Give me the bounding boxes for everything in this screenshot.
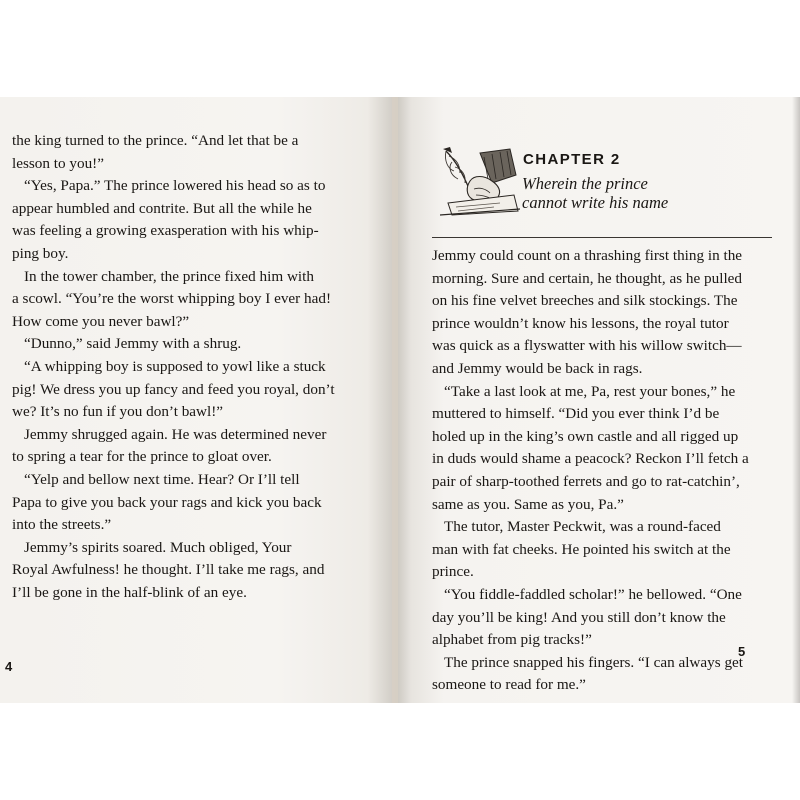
chapter-label: CHAPTER 2 bbox=[523, 151, 621, 168]
right-page-body bbox=[432, 245, 772, 697]
text-line: “Yelp and bellow next time. Hear? Or I’ll tell bbox=[24, 470, 300, 488]
page-edge-shadow bbox=[792, 97, 800, 703]
text-line: into the streets.” bbox=[12, 516, 112, 534]
chapter-title-line: Wherein the prince bbox=[522, 174, 648, 193]
text-line: Jemmy shrugged again. He was determined never bbox=[24, 425, 327, 443]
text-line: morning. Sure and certain, he thought, as he pulled bbox=[432, 269, 743, 287]
text-line: pig! We dress you up fancy and feed you royal, don’t bbox=[12, 380, 335, 398]
text-line: appear humbled and contrite. But all the while he bbox=[12, 199, 312, 217]
text-line: in duds would shame a peacock? Reckon I’ll fetch a bbox=[432, 450, 749, 468]
text-line: day you’ll be king! And you still don’t know the bbox=[432, 608, 726, 626]
text-line: a scowl. “You’re the worst whipping boy I ever had! bbox=[12, 290, 332, 308]
text-line: The tutor, Master Peckwit, was a round-faced bbox=[444, 518, 721, 536]
text-line: was quick as a flyswatter with his willow switch— bbox=[432, 337, 742, 355]
text-line: on his fine velvet breeches and silk stockings. The bbox=[432, 292, 738, 310]
hand-holding-quill-illustration bbox=[440, 145, 520, 217]
book-gutter bbox=[392, 97, 398, 703]
chapter-heading bbox=[440, 145, 780, 225]
text-line: same as you. Same as you, Pa.” bbox=[432, 495, 624, 513]
text-line: Jemmy could count on a thrashing first thing in the bbox=[432, 247, 743, 264]
text-line: In the tower chamber, the prince fixed him with bbox=[24, 267, 314, 285]
text-line: someone to read for me.” bbox=[432, 676, 586, 694]
text-line: How come you never bawl?” bbox=[12, 312, 190, 330]
right-page-number: 5 bbox=[738, 644, 746, 659]
text-line: pair of sharp-toothed ferrets and go to rat-catchin’, bbox=[432, 472, 740, 490]
text-line: “A whipping boy is supposed to yowl like a stuck bbox=[24, 357, 326, 375]
left-page-body bbox=[12, 130, 344, 604]
text-line: was feeling a growing exasperation with his whip- bbox=[12, 222, 319, 240]
text-line: The prince snapped his fingers. “I can always get bbox=[444, 653, 743, 671]
text-line: “Take a last look at me, Pa, rest your bones,” he bbox=[444, 382, 736, 400]
text-line: to spring a tear for the prince to gloat over. bbox=[12, 448, 272, 466]
text-line: “Yes, Papa.” The prince lowered his head so as to bbox=[24, 177, 326, 195]
text-line: prince wouldn’t know his lessons, the royal tutor bbox=[432, 314, 729, 332]
chapter-title-line: cannot write his name bbox=[522, 193, 669, 212]
text-line: prince. bbox=[432, 563, 474, 581]
left-page bbox=[0, 97, 395, 703]
text-line: alphabet from pig tracks!” bbox=[432, 631, 592, 649]
text-line: Papa to give you back your rags and kick you back bbox=[12, 493, 322, 511]
text-line: muttered to himself. “Did you ever think I’d be bbox=[432, 405, 720, 423]
text-line: “You fiddle-faddled scholar!” he bellowed. “One bbox=[444, 585, 742, 603]
text-line: we? It’s no fun if you don’t bawl!” bbox=[12, 403, 224, 421]
text-line: and Jemmy would be back in rags. bbox=[432, 359, 643, 377]
right-page bbox=[395, 97, 800, 703]
text-line: lesson to you!” bbox=[12, 154, 104, 172]
text-line: Royal Awfulness! he thought. I’ll take me rags, and bbox=[12, 561, 325, 579]
book-spread bbox=[0, 97, 800, 703]
text-line: I’ll be gone in the half-blink of an eye. bbox=[12, 583, 247, 601]
text-line: Jemmy’s spirits soared. Much obliged, Your bbox=[24, 538, 292, 556]
left-page-number: 4 bbox=[5, 659, 13, 674]
chapter-divider bbox=[432, 237, 772, 238]
text-line: “Dunno,” said Jemmy with a shrug. bbox=[24, 335, 242, 353]
chapter-title bbox=[522, 174, 668, 212]
text-line: the king turned to the prince. “And let that be a bbox=[12, 132, 299, 149]
text-line: man with fat cheeks. He pointed his switch at the bbox=[432, 540, 731, 558]
text-line: ping boy. bbox=[12, 244, 69, 262]
text-line: holed up in the king’s own castle and all rigged up bbox=[432, 427, 739, 445]
